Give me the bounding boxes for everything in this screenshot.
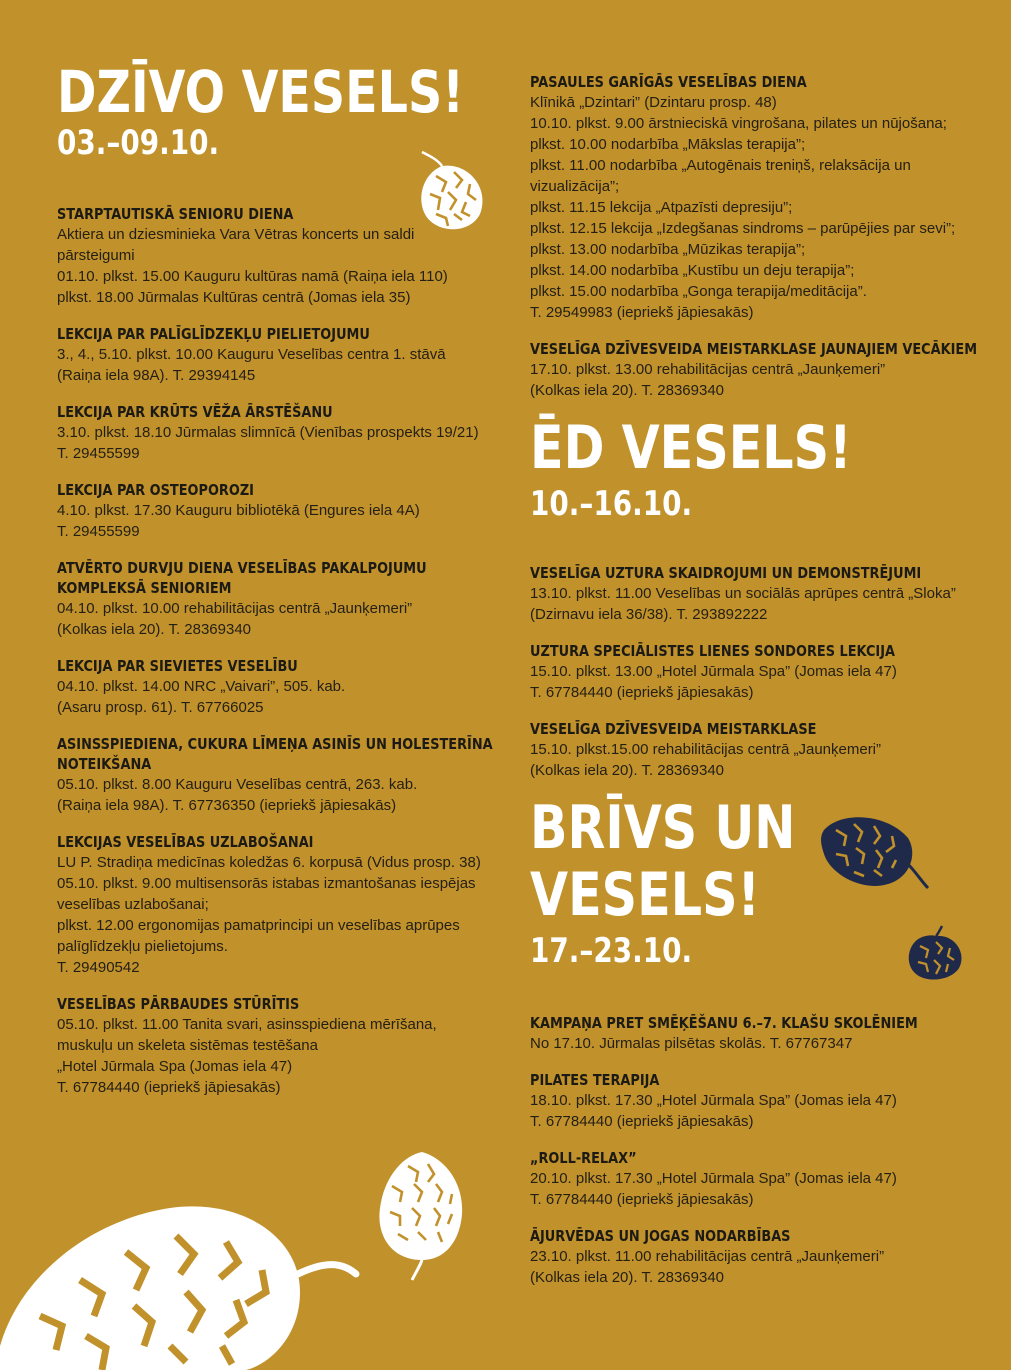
event-detail: T. 67784440 (iepriekš jāpiesakās) — [57, 1079, 281, 1097]
section-title-vesels: VESELS! — [530, 860, 760, 931]
event-detail: 15.10. plkst.15.00 rehabilitācijas centrā „Jaunķemeri” — [530, 741, 882, 759]
event-item — [57, 480, 517, 542]
event-item — [530, 339, 1000, 401]
event-list — [57, 204, 517, 1098]
event-detail: plkst. 12.00 ergonomijas pamatprincipi un veselības aprūpes — [57, 917, 460, 935]
event-list — [530, 1013, 1000, 1288]
event-detail: 05.10. plkst. 11.00 Tanita svari, asinsspiediena mērīšana, — [57, 1016, 437, 1034]
event-detail: 04.10. plkst. 10.00 rehabilitācijas centrā „Jaunķemeri” — [57, 600, 413, 618]
event-detail: 01.10. plkst. 15.00 Kauguru kultūras namā (Raiņa iela 110) — [57, 268, 448, 286]
event-detail: vizualizācija”; — [530, 178, 620, 195]
event-item — [57, 994, 517, 1098]
event-detail: plkst. 13.00 nodarbība „Mūzikas terapija”; — [530, 241, 806, 258]
section-dates-brivs-un-vesels: 17.–23.10. — [530, 931, 693, 972]
event-title: VESELĪBAS PĀRBAUDES STŪRĪTIS — [57, 995, 300, 1014]
event-detail: pārsteigumi — [57, 247, 135, 265]
event-item — [530, 563, 1000, 625]
event-title: LEKCIJA PAR PALĪGLĪDZEKĻU PIELIETOJUMU — [57, 325, 370, 344]
event-item — [530, 1148, 1000, 1210]
section-title-ed-vesels: ĒD VESELS! — [530, 413, 852, 483]
event-detail: 05.10. plkst. 8.00 Kauguru Veselības centrā, 263. kab. — [57, 776, 418, 794]
event-title: PASAULES GARĪGĀS VESELĪBAS DIENA — [530, 73, 807, 91]
hop-cone-icon — [372, 1148, 468, 1284]
event-title: VESELĪGA UZTURA SKAIDROJUMI UN DEMONSTRĒJUMI — [530, 564, 922, 583]
event-detail: 04.10. plkst. 14.00 NRC „Vaivari”, 505. kab. — [57, 678, 346, 696]
event-title: NOTEIKŠANA — [57, 755, 152, 774]
event-detail: 17.10. plkst. 13.00 rehabilitācijas centrā „Jaunķemeri” — [530, 361, 886, 378]
event-detail: (Kolkas iela 20). T. 28369340 — [530, 1268, 725, 1286]
event-item — [530, 641, 1000, 703]
event-title: KOMPLEKSĀ SENIORIEM — [57, 579, 232, 598]
event-detail: 4.10. plkst. 17.30 Kauguru bibliotēkā (Engures iela 4A) — [57, 502, 420, 520]
section-dates-dzivo-vesels: 03.–09.10. — [57, 122, 220, 163]
right-column — [530, 72, 1000, 1304]
event-item — [57, 832, 517, 978]
event-detail: plkst. 11.15 lekcija „Atpazīsti depresiju”; — [530, 199, 793, 216]
event-detail: 13.10. plkst. 11.00 Veselības un sociālās aprūpes centrā „Sloka” — [530, 585, 956, 603]
event-detail: 20.10. plkst. 17.30 „Hotel Jūrmala Spa” (Jomas iela 47) — [530, 1169, 897, 1187]
event-detail: 3., 4., 5.10. plkst. 10.00 Kauguru Veselības centra 1. stāvā — [57, 346, 446, 364]
event-detail: plkst. 12.15 lekcija „Izdegšanas sindroms – parūpējies par sevi”; — [530, 220, 956, 237]
event-detail: 05.10. plkst. 9.00 multisensorās istabas izmantošanas iespējas — [57, 875, 476, 893]
event-detail: T. 67784440 (iepriekš jāpiesakās) — [530, 1112, 754, 1130]
event-detail: T. 67784440 (iepriekš jāpiesakās) — [530, 1190, 754, 1208]
event-detail: T. 67784440 (iepriekš jāpiesakās) — [530, 684, 754, 702]
event-title: ATVĒRTO DURVJU DIENA VESELĪBAS PAKALPOJUMU — [57, 559, 427, 578]
event-detail: (Raiņa iela 98A). T. 67736350 (iepriekš jāpiesakās) — [57, 797, 397, 815]
event-detail: 18.10. plkst. 17.30 „Hotel Jūrmala Spa” (Jomas iela 47) — [530, 1091, 897, 1109]
event-detail: Klīnikā „Dzintari” (Dzintaru prosp. 48) — [530, 94, 777, 111]
event-title: ĀJURVĒDAS UN JOGAS NODARBĪBAS — [530, 1226, 791, 1245]
event-detail: (Kolkas iela 20). T. 28369340 — [57, 621, 252, 639]
event-detail: veselības uzlabošanai; — [57, 896, 209, 914]
event-item — [57, 734, 517, 816]
event-detail: 23.10. plkst. 11.00 rehabilitācijas centrā „Jaunķemeri” — [530, 1247, 885, 1265]
event-title: VESELĪGA DZĪVESVEIDA MEISTARKLASE — [530, 720, 817, 739]
event-title: STARPTAUTISKĀ SENIORU DIENA — [57, 205, 294, 224]
event-title: LEKCIJA PAR KRŪTS VĒŽA ĀRSTĒŠANU — [57, 403, 333, 422]
section-dates-ed-vesels: 10.–16.10. — [530, 484, 693, 524]
event-item — [57, 558, 517, 640]
event-detail: (Kolkas iela 20). T. 28369340 — [530, 762, 725, 780]
event-detail: LU P. Stradiņa medicīnas koledžas 6. korpusā (Vidus prosp. 38) — [57, 854, 481, 872]
event-detail: T. 29549983 (iepriekš jāpiesakās) — [530, 304, 754, 321]
event-detail: palīglīdzekļu pielietojums. — [57, 938, 228, 956]
event-title: „ROLL-RELAX” — [530, 1148, 637, 1167]
event-detail: plkst. 10.00 nodarbība „Mākslas terapija”; — [530, 136, 806, 153]
event-item — [57, 324, 517, 386]
event-detail: Aktiera un dziesminieka Vara Vētras koncerts un saldi — [57, 226, 415, 244]
event-item — [530, 1013, 1000, 1054]
event-detail: plkst. 11.00 nodarbība „Autogēnais treniņš, relaksācija un — [530, 157, 911, 174]
event-detail: plkst. 15.00 nodarbība „Gonga terapija/meditācija”. — [530, 283, 867, 300]
event-detail: 10.10. plkst. 9.00 ārstnieciskā vingrošana, pilates un nūjošana; — [530, 115, 947, 132]
event-detail: (Raiņa iela 98A). T. 29394145 — [57, 367, 256, 385]
section-title-brivs-un: BRĪVS UN — [530, 793, 796, 864]
event-item — [530, 1226, 1000, 1288]
event-list — [530, 72, 1000, 401]
section-title-dzivo-vesels: DZĪVO VESELS! — [57, 58, 464, 126]
event-detail: T. 29455599 — [57, 523, 140, 541]
event-title: PILATES TERAPIJA — [530, 1070, 660, 1089]
event-title: ASINSSPIEDIENA, CUKURA LĪMEŅA ASINĪS UN HOLESTERĪNA — [57, 735, 493, 754]
event-title: VESELĪGA DZĪVESVEIDA MEISTARKLASE JAUNAJIEM VECĀKIEM — [530, 340, 978, 358]
event-detail: (Dzirnavu iela 36/38). T. 293892222 — [530, 606, 768, 624]
hop-cone-icon — [818, 808, 932, 894]
event-item — [57, 402, 517, 464]
hop-cone-icon — [902, 922, 966, 984]
event-detail: muskuļu un skeleta sistēmas testēšana — [57, 1037, 318, 1055]
event-title: LEKCIJA PAR OSTEOPOROZI — [57, 481, 254, 500]
event-title: KAMPAŅA PRET SMĒĶĒŠANU 6.–7. KLAŠU SKOLĒNIEM — [530, 1013, 918, 1032]
event-item — [530, 1070, 1000, 1132]
event-title: LEKCIJAS VESELĪBAS UZLABOŠANAI — [57, 833, 314, 852]
event-detail: 15.10. plkst. 13.00 „Hotel Jūrmala Spa” (Jomas iela 47) — [530, 663, 897, 681]
event-detail: T. 29490542 — [57, 959, 140, 977]
event-detail: (Asaru prosp. 61). T. 67766025 — [57, 699, 264, 717]
event-detail: „Hotel Jūrmala Spa (Jomas iela 47) — [57, 1058, 293, 1076]
event-detail: T. 29455599 — [57, 445, 140, 463]
event-detail: (Kolkas iela 20). T. 28369340 — [530, 382, 725, 399]
event-detail: No 17.10. Jūrmalas pilsētas skolās. T. 67767347 — [530, 1034, 853, 1052]
hop-cone-icon — [408, 148, 490, 234]
event-title: LEKCIJA PAR SIEVIETES VESELĪBU — [57, 657, 298, 676]
event-item — [530, 72, 1000, 323]
event-detail: plkst. 14.00 nodarbība „Kustību un deju terapija”; — [530, 262, 855, 279]
event-detail: 3.10. plkst. 18.10 Jūrmalas slimnīcā (Vienības prospekts 19/21) — [57, 424, 479, 442]
event-list — [530, 563, 1000, 781]
event-item — [530, 719, 1000, 781]
event-title: UZTURA SPECIĀLISTES LIENES SONDORES LEKCIJA — [530, 642, 896, 661]
event-detail: plkst. 18.00 Jūrmalas Kultūras centrā (Jomas iela 35) — [57, 289, 411, 307]
event-item — [57, 656, 517, 718]
hop-cone-icon — [0, 1196, 370, 1370]
